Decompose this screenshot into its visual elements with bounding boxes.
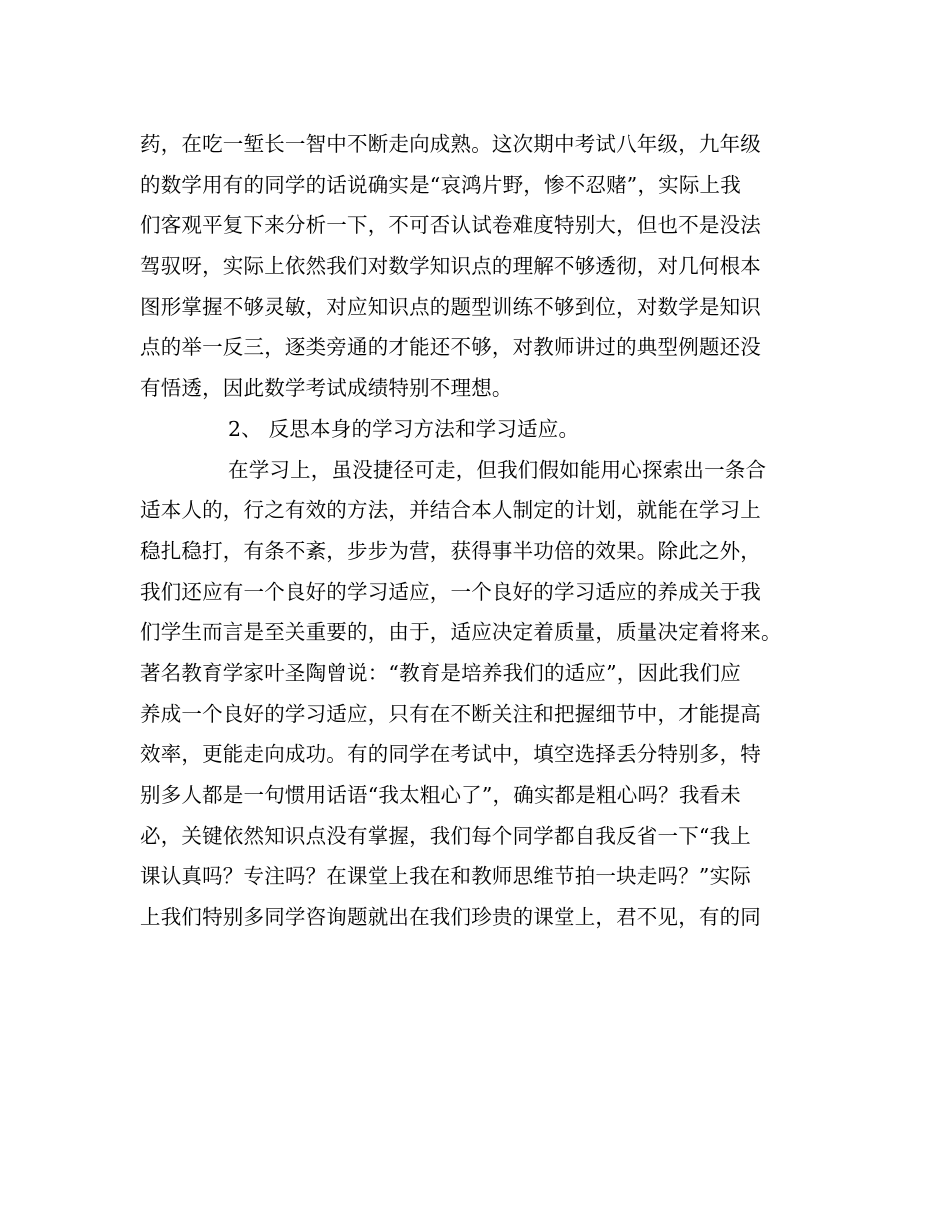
text-line: 点的举一反三，逐类旁通的才能还不够，对教师讲过的典型例题还没 [140,335,761,360]
text-line: 养成一个良好的学习适应，只有在不断关注和把握细节中，才能提高 [140,701,761,726]
text-line: 上我们特别多同学咨询题就出在我们珍贵的课堂上，君不见，有的同 [140,905,761,930]
text-line: 课认真吗？专注吗？在课堂上我在和教师思维节拍一块走吗？”实际 [140,864,751,889]
text-line: 别多人都是一句惯用话语“我太粗心了”，确实都是粗心吗？我看未 [140,783,741,807]
text-line: 们客观平复下来分析一下，不可否认试卷难度特别大，但也不是没法 [140,213,761,238]
section-heading: 2、 反思本身的学习方法和学习适应。 [228,416,580,441]
text-line: 适本人的，行之有效的方法，并结合本人制定的计划，就能在学习上 [140,498,761,523]
text-line: 著名教育学家叶圣陶曾说：“教育是培养我们的适应”，因此我们应 [140,660,741,685]
body-text [140,124,810,938]
text-line: 稳扎稳打，有条不紊，步步为营，获得事半功倍的效果。除此之外， [140,538,761,563]
text-line: 药，在吃一堑长一智中不断走向成熟。这次期中考试八年级，九年级 [140,132,761,156]
text-line: 必，关键依然知识点没有掌握，我们每个同学都自我反省一下“我上 [140,823,751,848]
paragraph-start-line: 在学习上，虽没捷径可走，但我们假如能用心探索出一条合 [228,457,767,482]
text-line: 们学生而言是至关重要的，由于，适应决定着质量，质量决定着将来。 [140,620,782,645]
text-line: 有悟透，因此数学考试成绩特别不理想。 [140,376,513,401]
text-line: 驾驭呀，实际上依然我们对数学知识点的理解不够透彻，对几何根本 [140,254,761,279]
text-line: 我们还应有一个良好的学习适应，一个良好的学习适应的养成关于我 [140,579,761,604]
text-line: 效率，更能走向成功。有的同学在考试中，填空选择丢分特别多，特 [140,742,761,767]
text-line: 图形掌握不够灵敏，对应知识点的题型训练不够到位，对数学是知识 [140,294,761,319]
text-line: 的数学用有的同学的话说确实是“哀鸿片野，惨不忍赌”，实际上我 [140,172,741,197]
